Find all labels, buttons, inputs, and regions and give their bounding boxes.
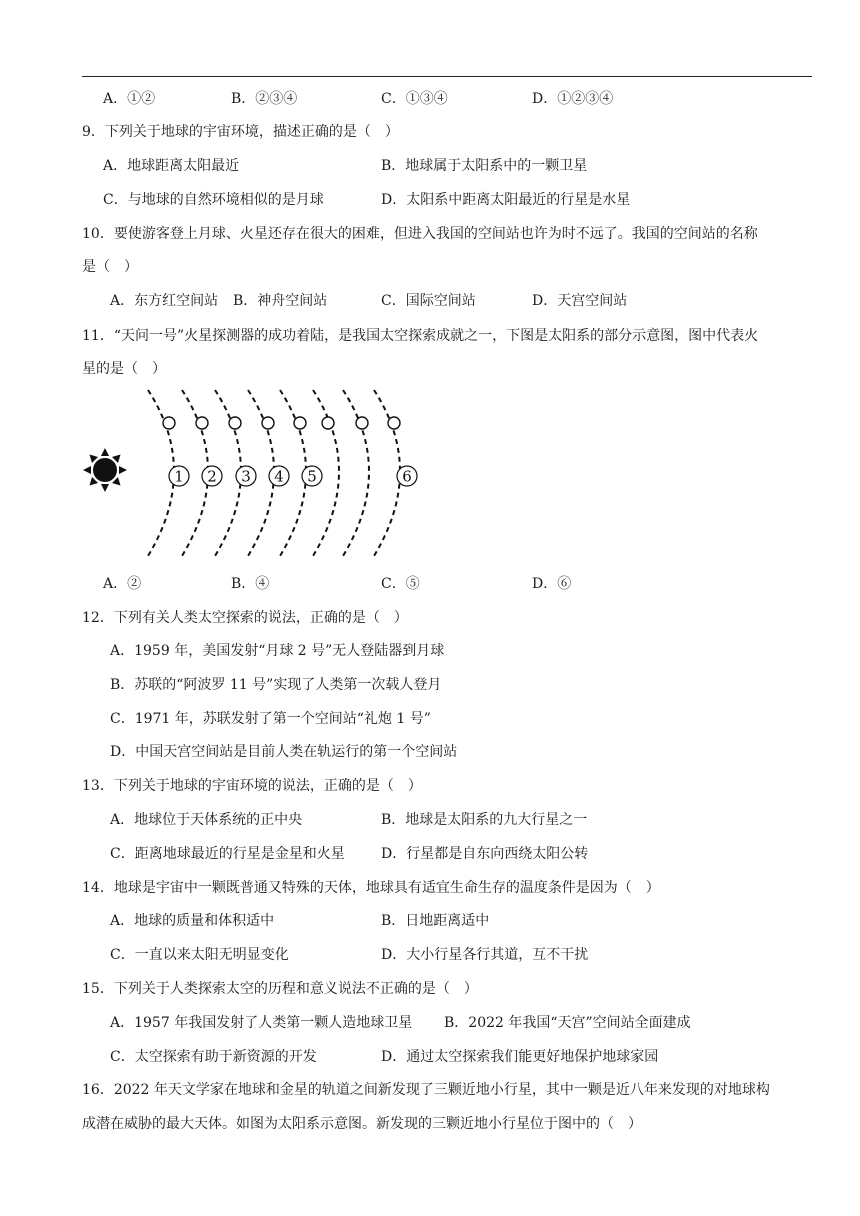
question-stem-line-1: 10．要使游客登上月球、火星还存在很大的困难，但进入我国的空间站也许为时不远了。我国的空间站的名称: [82, 226, 758, 242]
option-d[interactable]: D．通过太空探索我们能更好地保护地球家园: [381, 1049, 659, 1065]
option-c[interactable]: C．距离地球最近的行星是金星和火星: [110, 846, 345, 862]
option-b[interactable]: B．②③④: [231, 91, 298, 107]
small-planet: [294, 417, 306, 429]
planet-label-2: 2: [207, 467, 217, 486]
option-d[interactable]: D．太阳系中距离太阳最近的行星是水星: [381, 192, 631, 208]
question-stem: 9．下列关于地球的宇宙环境，描述正确的是（ ）: [82, 124, 399, 140]
small-planet: [356, 417, 368, 429]
option-a[interactable]: A．1959 年，美国发射“月球 2 号”无人登陆器到月球: [110, 643, 445, 659]
option-c[interactable]: C．①③④: [381, 91, 448, 107]
option-a[interactable]: A．地球距离太阳最近: [103, 158, 240, 174]
small-planet: [262, 417, 274, 429]
option-c[interactable]: C．太空探索有助于新资源的开发: [110, 1049, 317, 1065]
option-d[interactable]: D．行星都是自东向西绕太阳公转: [381, 846, 589, 862]
question-stem: 12．下列有关人类太空探索的说法，正确的是（ ）: [82, 610, 408, 626]
question-stem: 14．地球是宇宙中一颗既普通又特殊的天体，地球具有适宜生命生存的温度条件是因为（ ）: [82, 880, 660, 896]
option-b[interactable]: B．地球属于太阳系中的一颗卫星: [381, 158, 588, 174]
option-b[interactable]: B．神舟空间站: [233, 293, 328, 309]
option-d[interactable]: D．中国天宫空间站是目前人类在轨运行的第一个空间站: [110, 744, 458, 760]
question-stem-line-2: 是（ ）: [82, 259, 138, 275]
option-a[interactable]: A．东方红空间站: [110, 293, 219, 309]
orbit-8: [374, 390, 400, 556]
small-planet: [163, 417, 175, 429]
solar-system-diagram: [78, 388, 428, 562]
option-c[interactable]: C．1971 年，苏联发射了第一个空间站“礼炮 1 号”: [110, 711, 431, 727]
option-c[interactable]: C．与地球的自然环境相似的是月球: [103, 192, 324, 208]
orbit-7: [343, 390, 369, 556]
planet-label-5: 5: [307, 467, 317, 486]
planet-label-6: 6: [402, 467, 412, 486]
option-b[interactable]: B．④: [231, 576, 270, 592]
option-b[interactable]: B．苏联的“阿波罗 11 号”实现了人类第一次载人登月: [110, 677, 442, 693]
sun-icon: [83, 448, 127, 492]
option-d[interactable]: D．天宫空间站: [532, 293, 628, 309]
option-a[interactable]: A．①②: [103, 91, 156, 107]
planet-label-4: 4: [274, 467, 284, 486]
option-a[interactable]: A．地球的质量和体积适中: [110, 913, 275, 929]
option-b[interactable]: B．地球是太阳系的九大行星之一: [381, 812, 588, 828]
question-stem-line-1: 11．“天问一号”火星探测器的成功着陆，是我国太空探索成就之一，下图是太阳系的部分示意图，图中代表火: [82, 328, 759, 344]
option-c[interactable]: C．国际空间站: [381, 293, 476, 309]
option-c[interactable]: C．⑤: [381, 576, 420, 592]
option-d[interactable]: D．①②③④: [532, 91, 614, 107]
planet-label-1: 1: [174, 467, 184, 486]
question-stem-line-2: 星的是（ ）: [82, 361, 166, 377]
small-planet: [388, 417, 400, 429]
small-planet: [229, 417, 241, 429]
question-stem-line-2: 成潜在威胁的最大天体。如图为太阳系示意图。新发现的三颗近地小行星位于图中的（ ）: [82, 1116, 642, 1132]
planet-label-3: 3: [241, 467, 251, 486]
small-planet: [322, 417, 334, 429]
question-stem-line-1: 16．2022 年天文学家在地球和金星的轨道之间新发现了三颗近地小行星，其中一颗是近八年来发现的对地球构: [82, 1082, 770, 1098]
option-d[interactable]: D．大小行星各行其道，互不干扰: [381, 947, 589, 963]
question-stem: 15．下列关于人类探索太空的历程和意义说法不正确的是（ ）: [82, 981, 478, 997]
option-a[interactable]: A．1957 年我国发射了人类第一颗人造地球卫星: [110, 1015, 413, 1031]
small-planet: [196, 417, 208, 429]
option-b[interactable]: B．2022 年我国“天宫”空间站全面建成: [444, 1015, 691, 1031]
question-stem: 13．下列关于地球的宇宙环境的说法，正确的是（ ）: [82, 778, 422, 794]
option-d[interactable]: D．⑥: [532, 576, 572, 592]
option-a[interactable]: A．②: [103, 576, 142, 592]
option-a[interactable]: A．地球位于天体系统的正中央: [110, 812, 303, 828]
header-rule: [82, 76, 812, 77]
option-c[interactable]: C．一直以来太阳无明显变化: [110, 947, 289, 963]
option-b[interactable]: B．日地距离适中: [381, 913, 490, 929]
